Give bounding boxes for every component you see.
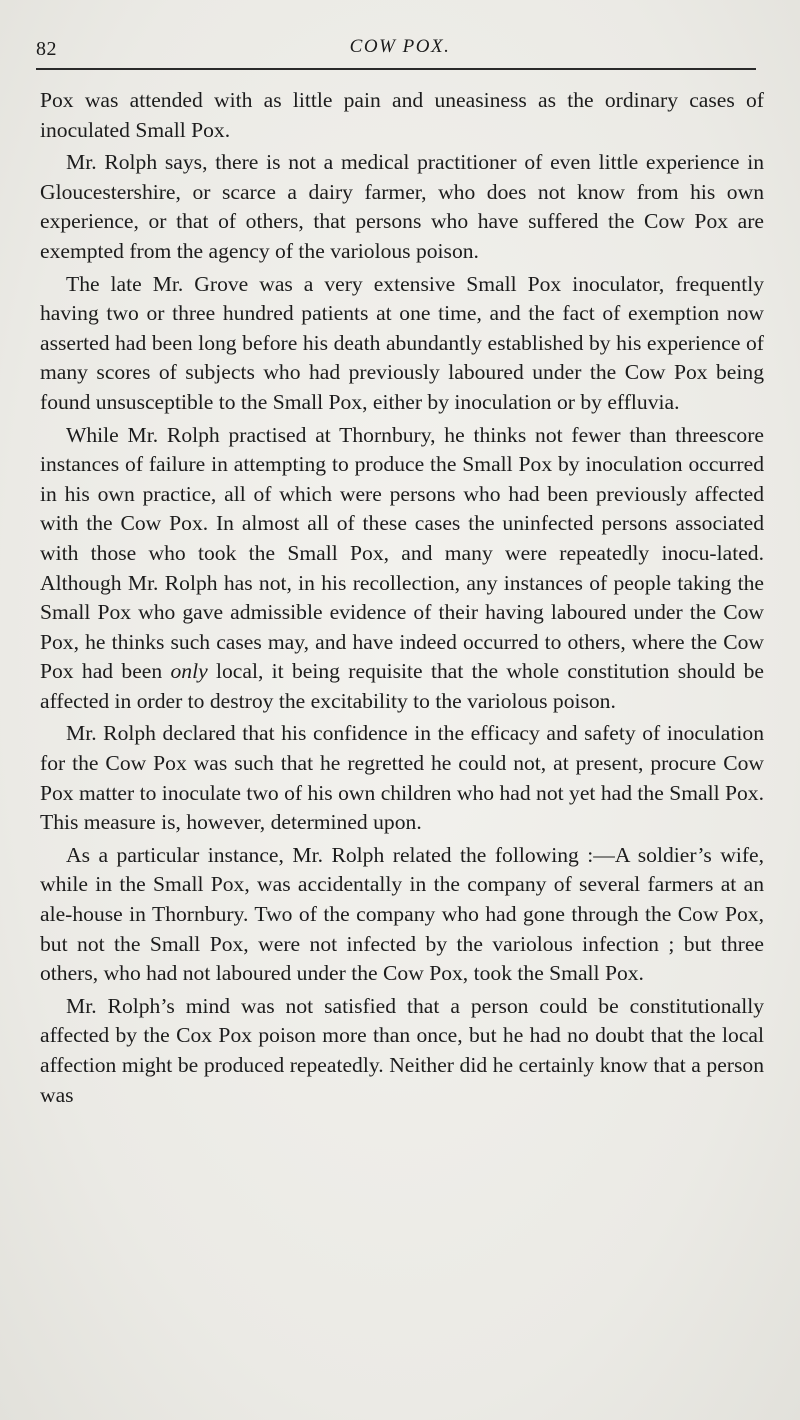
paragraph	[40, 841, 764, 989]
running-title: COW POX.	[349, 36, 451, 57]
paragraph-text: Mr. Rolph declared that his confidence in the efficacy and safety of inoculation for the Cow Pox was such that he regretted he could not, at present, procure Cow Pox matter to inoculate two of his own children who had not yet had the Small Pox. This measure is, however, determined upon.	[40, 721, 764, 835]
paragraph	[40, 992, 764, 1110]
paragraph-text: While Mr. Rolph practised at Thornbury, he thinks not fewer than threescore instances of failure in attempting to produce the Small Pox by inoculation occurred in his own practice, all of which were persons who had been previously affected with the Cow Pox. In almost all of these cases the uninfected persons associated with those who took the Small Pox, and many were repeatedly inocu-lated. Although Mr. Rolph has not, in his recollection, any instances of people taking the Small Pox who gave admissible evidence of their having laboured under the Cow Pox, he thinks such cases may, and have indeed occurred to others, where the Cow Pox had been	[40, 422, 764, 684]
paragraph-text: Mr. Rolph’s mind was not satisfied that a person could be constitutionally affected by the Cox Pox poison more than once, but he had no doubt that the local affection might be produced repeatedly. Neither did he certainly know that a person was	[40, 993, 764, 1107]
paragraph	[40, 719, 764, 837]
header-rule	[36, 68, 756, 70]
paragraph	[40, 86, 764, 145]
paragraph	[40, 421, 764, 717]
paragraph-text: local, it being requisite that the whole constitution should be affected in order to destroy the excitability to the variolous poison.	[40, 659, 764, 713]
paragraph-text: Pox was attended with as little pain and uneasiness as the ordinary cases of inoculated Small Pox.	[40, 88, 764, 142]
paragraph	[40, 148, 764, 266]
page-number: 82	[36, 38, 57, 60]
paragraph	[40, 270, 764, 418]
paragraph-text: As a particular instance, Mr. Rolph related the following :—A soldier’s wife, while in the Small Pox, was accidentally in the company of several farmers at an ale-house in Thornbury. Two of the company who had gone through the Cow Pox, but not the Small Pox, were not infected by the variolous infection ; but three others, who had not laboured under the Cow Pox, took the Small Pox.	[40, 842, 764, 986]
italic-text: only	[170, 659, 208, 684]
paragraph-text: Mr. Rolph says, there is not a medical practitioner of even little experience in Gloucestershire, or scarce a dairy farmer, who does not know from his own experience, or that of others, that persons who have suffered the Cow Pox are exempted from the agency of the variolous poison.	[40, 150, 764, 263]
running-head	[36, 34, 764, 64]
paragraph-text: The late Mr. Grove was a very extensive Small Pox inoculator, frequently having two or three hundred patients at one time, and the fact of exemption now asserted had been long before his death abundantly established by his experience of many scores of subjects who had previously laboured under the Cow Pox being found unsusceptible to the Small Pox, either by inoculation or by effluvia.	[40, 271, 764, 414]
body-text	[40, 86, 764, 1113]
